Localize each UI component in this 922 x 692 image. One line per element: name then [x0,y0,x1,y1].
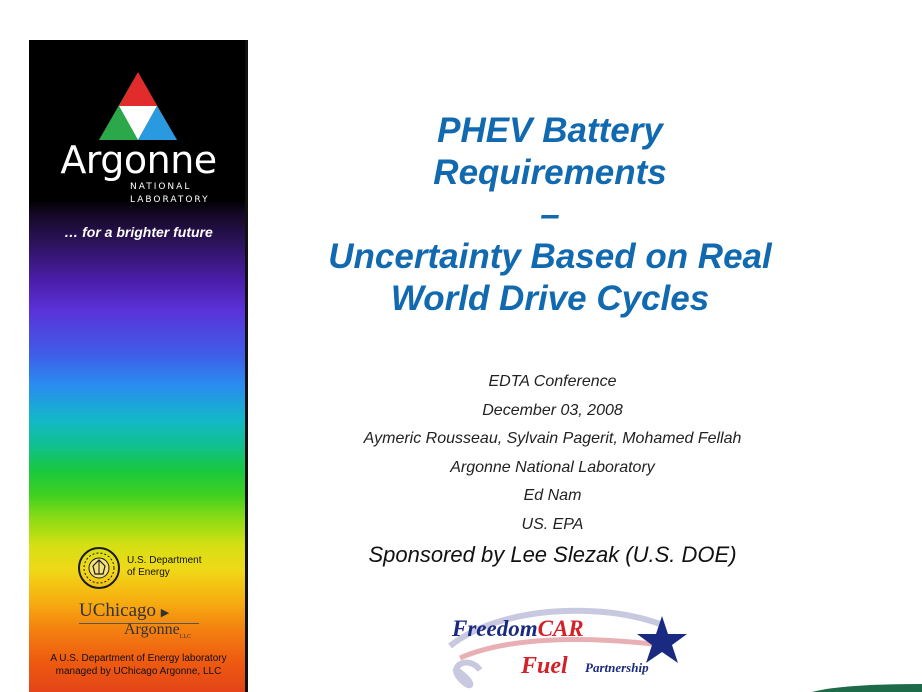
uchicago-logo [79,600,169,622]
sponsor-line: Sponsored by Lee Slezak (U.S. DOE) [368,542,737,567]
partnership-text: Partnership [585,660,649,675]
title-line-2: Requirements [433,153,667,192]
brand-sub-laboratory: LABORATORY [130,195,210,205]
uchicago-arrow-icon: ▶ [160,607,170,619]
llc-text: LLC [179,634,192,641]
doe-seal-icon [77,546,121,590]
freedom-text: Freedom [452,616,538,641]
uchicago-argonne-llc [124,621,191,640]
argonne-subtitle [130,181,210,207]
freedomcar-wordmark [452,616,584,642]
presentation-info [300,368,805,539]
title-line-3: – [540,195,560,234]
title-line-1: PHEV Battery [437,111,663,150]
argonne-wordmark: Argonne [60,138,217,182]
institution: Argonne National Laboratory [450,458,655,476]
brand-sub-national: NATIONAL [130,182,192,192]
slide-title [300,110,800,320]
doe-line1: U.S. Department [127,555,202,566]
doe-line2: of Energy [127,567,170,578]
footer-line1: A U.S. Department of Energy laboratory [50,653,227,664]
conference-name: EDTA Conference [488,373,617,390]
presentation-date: December 03, 2008 [482,401,623,419]
argonne-triangle-logo-icon [99,72,177,140]
tagline: … for a brighter future [64,224,213,240]
footer-line2: managed by UChicago Argonne, LLC [55,666,222,677]
co-author: Ed Nam [523,487,582,504]
corner-decoration [812,684,922,692]
argonne-sidebar [29,40,248,692]
title-line-5: World Drive Cycles [390,279,710,318]
authors: Aymeric Rousseau, Sylvain Pagerit, Mohamed Fellah [363,430,742,447]
agency: US. EPA [521,515,584,533]
car-text: CAR [537,616,584,641]
sidebar-footer [29,652,248,678]
uchicago-text: UChicago [79,600,157,621]
uchicago-argonne-text: Argonne [124,621,180,638]
title-line-4: Uncertainty Based on Real [328,237,772,276]
fuel-text: Fuel [521,653,568,679]
doe-label [127,555,201,579]
